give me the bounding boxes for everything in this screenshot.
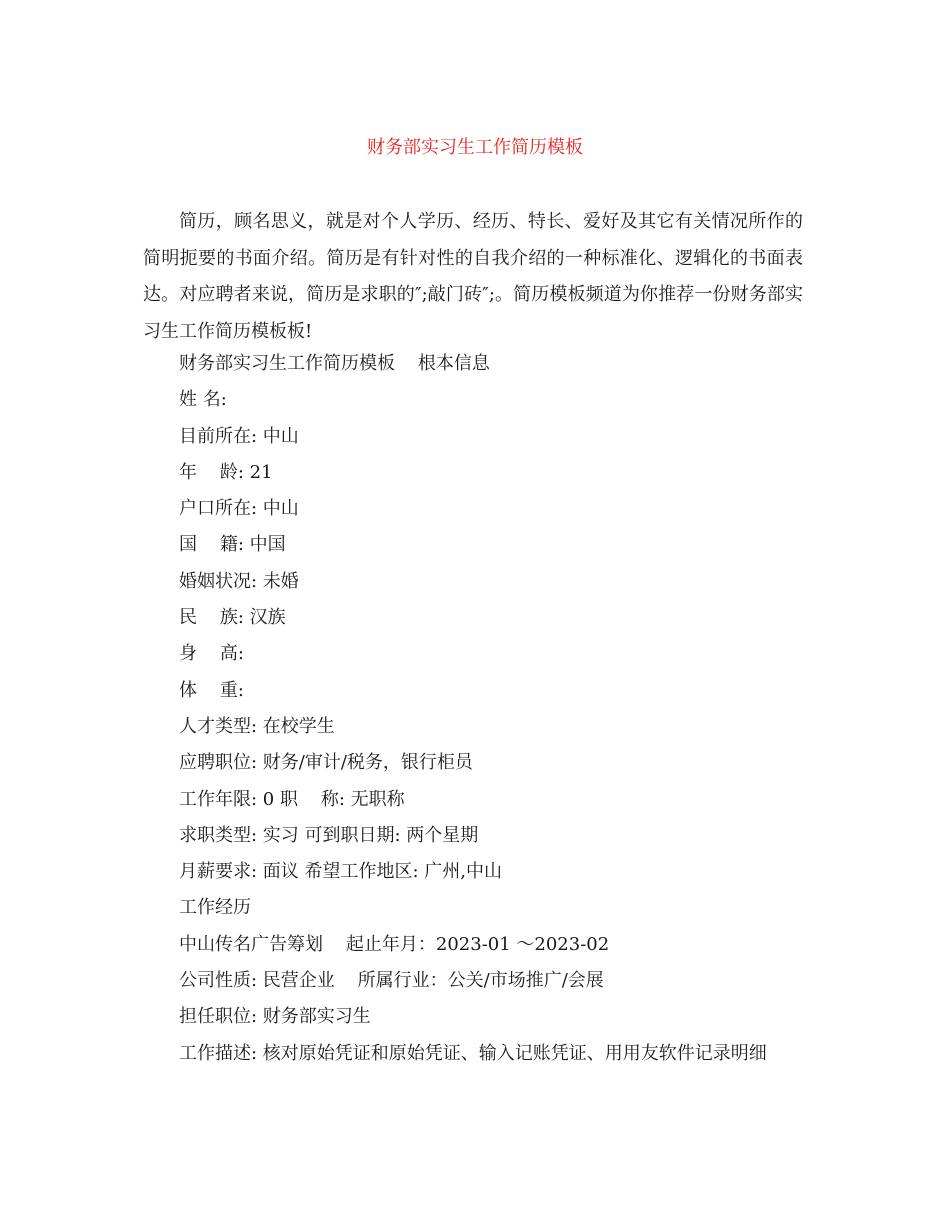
resume-line-name: 姓 名: bbox=[179, 389, 227, 411]
resume-line-ethnicity: 民 族: 汉族 bbox=[179, 607, 286, 629]
resume-line-hukou: 户口所在: 中山 bbox=[179, 498, 299, 520]
resume-line-marital-status: 婚姻状况: 未婚 bbox=[179, 570, 299, 592]
document-title: 财务部实习生工作简历模板 bbox=[367, 137, 583, 158]
resume-line-company-type: 公司性质: 民营企业 所属行业：公关/市场推广/会展 bbox=[179, 970, 604, 992]
resume-line-nationality: 国 籍: 中国 bbox=[179, 534, 286, 556]
resume-line-job-description: 工作描述: 核对原始凭证和原始凭证、输入记账凭证、用用友软件记录明细 bbox=[179, 1042, 767, 1064]
resume-line-height: 身 高: bbox=[179, 643, 244, 665]
resume-line-talent-type: 人才类型: 在校学生 bbox=[179, 715, 335, 737]
resume-line-salary: 月薪要求: 面议 希望工作地区: 广州,中山 bbox=[179, 861, 503, 883]
resume-line-age: 年 龄: 21 bbox=[179, 461, 273, 483]
resume-line-basic-info-heading: 财务部实习生工作简历模板 根本信息 bbox=[179, 353, 490, 374]
resume-line-job-type: 求职类型: 实习 可到职日期: 两个星期 bbox=[179, 824, 479, 846]
intro-paragraph: 简历，顾名思义，就是对个人学历、经历、特长、爱好及其它有关情况所作的简明扼要的书面介绍。简历是有针对性的自我介绍的一种标准化、逻辑化的书面表达。对应聘者来说，简历是求职的″;敲门砖″;。简历模板频道为你推荐一份财务部实习生工作简历模板板! bbox=[143, 211, 803, 342]
resume-line-current-location: 目前所在: 中山 bbox=[179, 425, 299, 447]
resume-line-position-held: 担任职位: 财务部实习生 bbox=[179, 1006, 371, 1028]
resume-line-applied-position: 应聘职位: 财务/审计/税务，银行柜员 bbox=[179, 752, 473, 774]
resume-lines bbox=[179, 346, 819, 1072]
resume-line-work-history-heading: 工作经历 bbox=[179, 897, 251, 919]
resume-line-work-years: 工作年限: 0 职 称: 无职称 bbox=[179, 788, 405, 810]
resume-line-company: 中山传名广告筹划 起止年月：2023-01 ～2023-02 bbox=[179, 933, 610, 955]
resume-line-weight: 体 重: bbox=[179, 679, 244, 701]
